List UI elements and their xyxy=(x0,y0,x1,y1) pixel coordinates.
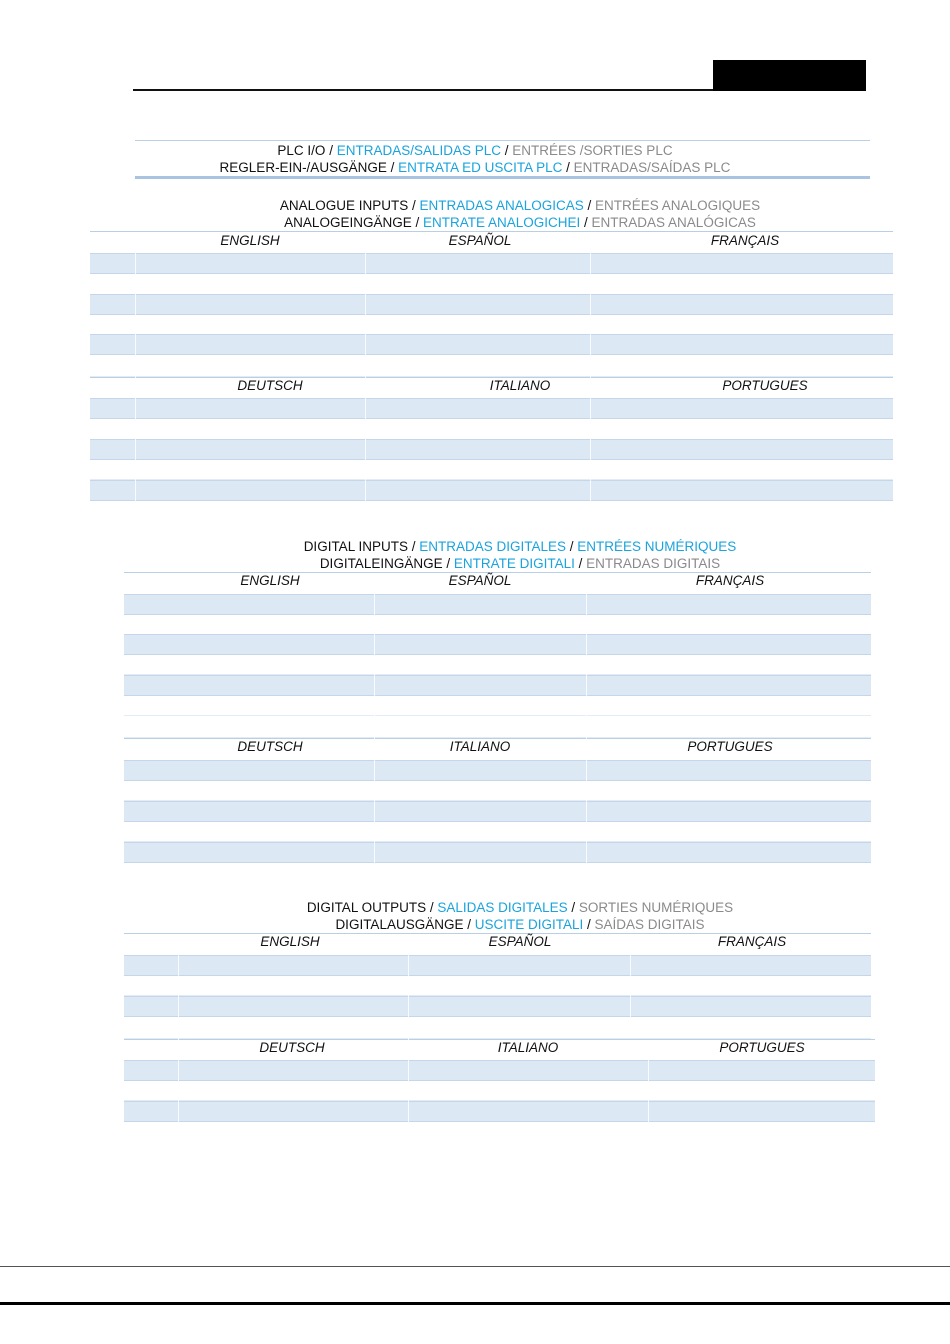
section-title-line2 xyxy=(45,555,950,572)
table-row xyxy=(90,253,893,274)
title-segment: ENTRÉES ANALOGIQUES xyxy=(595,198,761,213)
title-segment: ENTRÉES /SORTIES PLC xyxy=(512,143,673,158)
column-separator xyxy=(408,955,409,1122)
column-header: DEUTSCH xyxy=(237,378,303,393)
header-top-rule xyxy=(135,140,870,141)
title-segment: ENTRADAS DIGITAIS xyxy=(586,556,721,571)
column-header: ENGLISH xyxy=(240,573,300,588)
footer-thin-rule xyxy=(0,1266,950,1267)
table-row xyxy=(124,615,871,635)
title-segment: / xyxy=(463,917,475,932)
column-header: ITALIANO xyxy=(497,1040,559,1055)
title-segment: ENTRADAS ANALÓGICAS xyxy=(591,215,756,230)
title-segment: / xyxy=(501,143,513,158)
table-row xyxy=(90,315,893,335)
column-header: DEUTSCH xyxy=(259,1040,325,1055)
section-title-line1 xyxy=(45,899,950,916)
title-segment: / xyxy=(566,539,578,554)
title-segment: / xyxy=(574,556,587,571)
table-row xyxy=(90,355,893,377)
title-segment: / xyxy=(411,215,423,230)
column-header: ITALIANO xyxy=(449,739,511,754)
column-header: PORTUGUES xyxy=(722,378,808,393)
column-separator xyxy=(590,253,591,501)
title-segment: ENTRADAS/SALIDAS PLC xyxy=(336,143,502,158)
title-segment: SORTIES NUMÉRIQUES xyxy=(578,900,734,915)
column-header: ITALIANO xyxy=(489,378,551,393)
column-header: ENGLISH xyxy=(260,934,320,949)
column-separator xyxy=(374,594,375,863)
column-header: FRANÇAIS xyxy=(717,934,787,949)
title-segment: / xyxy=(580,215,592,230)
title-segment: SALIDAS DIGITALES xyxy=(437,900,568,915)
column-separator xyxy=(178,955,179,1122)
title-segment: / xyxy=(408,198,420,213)
table-row xyxy=(124,716,871,738)
section-title-line2 xyxy=(45,214,950,231)
table-row xyxy=(124,955,871,976)
table-row xyxy=(124,976,871,996)
title-segment: / xyxy=(407,539,420,554)
table-row xyxy=(124,842,871,863)
table-row xyxy=(124,634,871,655)
column-separator xyxy=(135,253,136,501)
title-segment: ENTRATE DIGITALI xyxy=(453,556,575,571)
title-segment: DIGITAL OUTPUTS xyxy=(306,900,427,915)
title-segment: ENTRATA ED USCITA PLC xyxy=(398,160,563,175)
footer-thick-rule xyxy=(0,1302,950,1305)
title-segment: DIGITALEINGÄNGE xyxy=(319,556,443,571)
column-header: ESPAÑOL xyxy=(448,233,512,248)
table-row xyxy=(124,760,871,781)
title-segment: SAÍDAS DIGITAIS xyxy=(594,917,705,932)
section-title-line1 xyxy=(45,197,950,214)
title-segment: / xyxy=(442,556,454,571)
title-segment: / xyxy=(562,160,574,175)
title-segment: DIGITALAUSGÄNGE xyxy=(335,917,464,932)
title-segment: / xyxy=(386,160,399,175)
title-segment: PLC I/O xyxy=(277,143,326,158)
table-row xyxy=(124,1017,871,1039)
column-header: ESPAÑOL xyxy=(488,934,552,949)
table-row xyxy=(124,675,871,696)
table-row xyxy=(90,480,893,501)
column-header: PORTUGUES xyxy=(687,739,773,754)
section-title-line1 xyxy=(45,538,950,555)
title-segment: DIGITAL INPUTS xyxy=(303,539,408,554)
table-rule xyxy=(90,231,893,232)
table-row xyxy=(124,594,871,615)
table-row xyxy=(124,655,871,675)
title-segment: ANALOGUE INPUTS xyxy=(279,198,409,213)
title-segment: ENTRADAS/SAÍDAS PLC xyxy=(573,160,731,175)
table-row xyxy=(124,801,871,822)
title-segment: ENTRADAS ANALOGICAS xyxy=(419,198,584,213)
table-row xyxy=(90,419,893,440)
table-row xyxy=(124,1101,875,1122)
title-segment: REGLER-EIN-/AUSGÄNGE xyxy=(219,160,387,175)
table-row xyxy=(124,696,871,716)
page-title-line2 xyxy=(0,159,950,176)
column-separator xyxy=(648,1060,649,1122)
table-row xyxy=(90,460,893,480)
column-header: ESPAÑOL xyxy=(448,573,512,588)
table-row xyxy=(90,398,893,419)
column-separator xyxy=(630,955,631,1017)
column-header: ENGLISH xyxy=(220,233,280,248)
column-header: FRANÇAIS xyxy=(710,233,780,248)
column-separator xyxy=(586,594,587,863)
table-row xyxy=(90,439,893,460)
title-segment: ENTRATE ANALOGICHEI xyxy=(422,215,581,230)
column-header: PORTUGUES xyxy=(719,1040,805,1055)
table-row xyxy=(124,1081,875,1101)
column-header: DEUTSCH xyxy=(237,739,303,754)
title-segment: ANALOGEINGÄNGE xyxy=(284,215,412,230)
title-segment: / xyxy=(567,900,579,915)
title-segment: USCITE DIGITALI xyxy=(474,917,584,932)
title-segment: ENTRADAS DIGITALES xyxy=(419,539,566,554)
column-header: FRANÇAIS xyxy=(695,573,765,588)
table-row xyxy=(124,781,871,801)
section-title-line2 xyxy=(45,916,950,933)
page-title-line1 xyxy=(0,142,950,159)
table-row xyxy=(124,822,871,842)
title-segment: ENTRÉES NUMÉRIQUES xyxy=(577,539,737,554)
table-row xyxy=(90,334,893,355)
title-segment: / xyxy=(583,917,595,932)
column-separator xyxy=(365,253,366,501)
table-row xyxy=(124,1060,875,1081)
title-segment: / xyxy=(583,198,596,213)
title-segment: / xyxy=(426,900,438,915)
header-black-tab xyxy=(713,60,866,91)
header-bottom-rule xyxy=(135,176,870,179)
table-row xyxy=(90,274,893,295)
title-segment: / xyxy=(325,143,337,158)
table-row xyxy=(124,996,871,1017)
table-row xyxy=(90,294,893,315)
